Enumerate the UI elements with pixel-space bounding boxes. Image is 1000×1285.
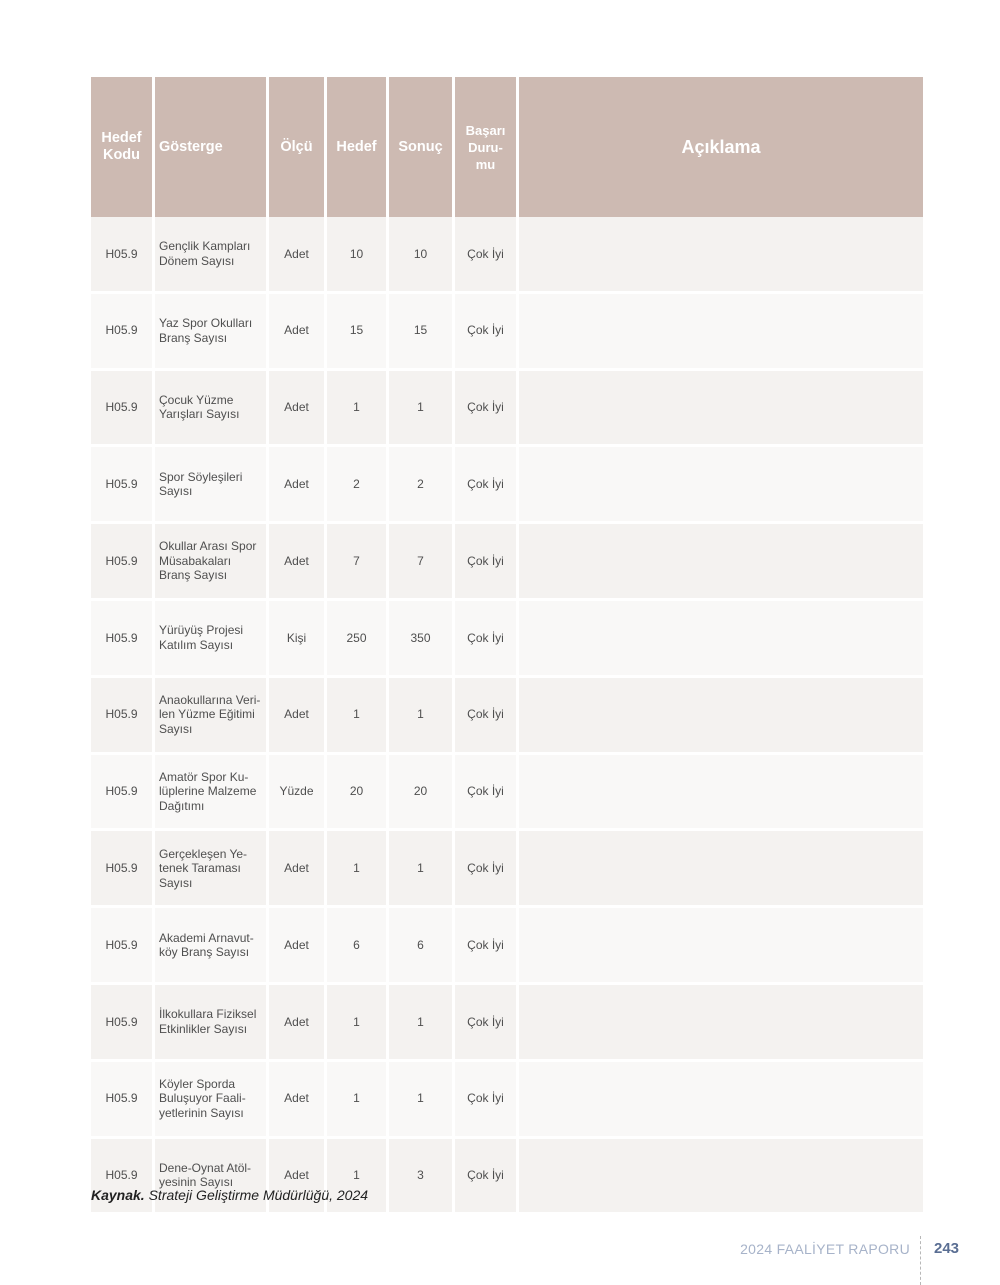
cell-sonuc: 1 (389, 678, 455, 755)
cell-aciklama (519, 524, 923, 601)
cell-basari-durumu: Çok İyi (455, 371, 519, 448)
header-hedef-kodu: Hedef Kodu (91, 77, 155, 217)
cell-sonuc: 10 (389, 217, 455, 294)
cell-hedef: 250 (327, 601, 389, 678)
table-header-row (91, 77, 923, 217)
cell-olcu: Adet (269, 985, 327, 1062)
cell-hedef: 7 (327, 524, 389, 601)
cell-aciklama (519, 217, 923, 294)
cell-aciklama (519, 447, 923, 524)
cell-hedef-kodu: H05.9 (91, 371, 155, 448)
footer-divider (920, 1236, 923, 1285)
cell-hedef-kodu: H05.9 (91, 755, 155, 832)
cell-basari-durumu: Çok İyi (455, 678, 519, 755)
cell-hedef-kodu: H05.9 (91, 985, 155, 1062)
cell-basari-durumu: Çok İyi (455, 447, 519, 524)
cell-olcu: Adet (269, 294, 327, 371)
cell-olcu: Yüzde (269, 755, 327, 832)
cell-gosterge: Anaokullarına Veri- len Yüzme Eğitimi Sayısı (155, 678, 269, 755)
cell-sonuc: 6 (389, 908, 455, 985)
cell-olcu: Adet (269, 217, 327, 294)
cell-hedef-kodu: H05.9 (91, 1139, 155, 1216)
table-body (91, 217, 923, 1215)
cell-aciklama (519, 371, 923, 448)
table-row (91, 985, 923, 1062)
cell-basari-durumu: Çok İyi (455, 524, 519, 601)
cell-aciklama (519, 831, 923, 908)
cell-hedef-kodu: H05.9 (91, 294, 155, 371)
header-hedef: Hedef (327, 77, 389, 217)
cell-hedef: 10 (327, 217, 389, 294)
cell-aciklama (519, 755, 923, 832)
header-sonuc: Sonuç (389, 77, 455, 217)
cell-olcu: Adet (269, 447, 327, 524)
footer-report-title: 2024 FAALİYET RAPORU (740, 1241, 910, 1257)
table-row (91, 601, 923, 678)
cell-hedef-kodu: H05.9 (91, 447, 155, 524)
cell-olcu: Adet (269, 678, 327, 755)
table-row (91, 1139, 923, 1216)
cell-aciklama (519, 1062, 923, 1139)
cell-hedef: 1 (327, 831, 389, 908)
cell-gosterge: Amatör Spor Ku- lüplerine Malzeme Dağıtımı (155, 755, 269, 832)
cell-aciklama (519, 985, 923, 1062)
cell-hedef: 1 (327, 1139, 389, 1216)
table-row (91, 524, 923, 601)
cell-sonuc: 1 (389, 1062, 455, 1139)
source-label: Kaynak. (91, 1187, 145, 1203)
cell-aciklama (519, 1139, 923, 1216)
cell-basari-durumu: Çok İyi (455, 755, 519, 832)
cell-gosterge: Okullar Arası Spor Müsabakaları Branş Sayısı (155, 524, 269, 601)
cell-gosterge: Gençlik Kampları Dönem Sayısı (155, 217, 269, 294)
cell-hedef-kodu: H05.9 (91, 217, 155, 294)
cell-sonuc: 1 (389, 985, 455, 1062)
cell-hedef-kodu: H05.9 (91, 1062, 155, 1139)
cell-basari-durumu: Çok İyi (455, 985, 519, 1062)
cell-hedef: 1 (327, 985, 389, 1062)
cell-gosterge: Yaz Spor Okulları Branş Sayısı (155, 294, 269, 371)
cell-aciklama (519, 908, 923, 985)
cell-gosterge: Yürüyüş Projesi Katılım Sayısı (155, 601, 269, 678)
cell-basari-durumu: Çok İyi (455, 831, 519, 908)
cell-sonuc: 15 (389, 294, 455, 371)
cell-sonuc: 350 (389, 601, 455, 678)
cell-gosterge: Köyler Sporda Buluşuyor Faali- yetlerinin Sayısı (155, 1062, 269, 1139)
cell-olcu: Adet (269, 524, 327, 601)
cell-hedef: 1 (327, 371, 389, 448)
cell-hedef-kodu: H05.9 (91, 601, 155, 678)
cell-basari-durumu: Çok İyi (455, 601, 519, 678)
cell-sonuc: 1 (389, 831, 455, 908)
cell-sonuc: 1 (389, 371, 455, 448)
cell-sonuc: 2 (389, 447, 455, 524)
cell-gosterge: Dene-Oynat Atöl- yesinin Sayısı (155, 1139, 269, 1216)
cell-basari-durumu: Çok İyi (455, 1062, 519, 1139)
table-row (91, 294, 923, 371)
header-aciklama: Açıklama (519, 77, 923, 217)
cell-basari-durumu: Çok İyi (455, 1139, 519, 1216)
table-row (91, 217, 923, 294)
cell-olcu: Adet (269, 908, 327, 985)
cell-olcu: Adet (269, 1062, 327, 1139)
cell-aciklama (519, 601, 923, 678)
cell-sonuc: 20 (389, 755, 455, 832)
cell-hedef: 1 (327, 678, 389, 755)
cell-gosterge: Spor Söyleşileri Sayısı (155, 447, 269, 524)
cell-hedef-kodu: H05.9 (91, 678, 155, 755)
cell-olcu: Kişi (269, 601, 327, 678)
table-row (91, 678, 923, 755)
source-text: Strateji Geliştirme Müdürlüğü, 2024 (148, 1187, 369, 1203)
cell-gosterge: Akademi Arnavut- köy Branş Sayısı (155, 908, 269, 985)
cell-basari-durumu: Çok İyi (455, 908, 519, 985)
cell-gosterge: Gerçekleşen Ye- tenek Taraması Sayısı (155, 831, 269, 908)
cell-aciklama (519, 294, 923, 371)
header-basari-durumu: Başarı Duru- mu (455, 77, 519, 217)
cell-hedef: 20 (327, 755, 389, 832)
cell-hedef: 15 (327, 294, 389, 371)
performance-table (91, 77, 923, 1215)
cell-sonuc: 7 (389, 524, 455, 601)
cell-hedef: 1 (327, 1062, 389, 1139)
cell-basari-durumu: Çok İyi (455, 294, 519, 371)
cell-olcu: Adet (269, 371, 327, 448)
table-row (91, 831, 923, 908)
table-row (91, 1062, 923, 1139)
cell-basari-durumu: Çok İyi (455, 217, 519, 294)
cell-aciklama (519, 678, 923, 755)
source-note (91, 1187, 368, 1203)
cell-hedef: 2 (327, 447, 389, 524)
cell-hedef-kodu: H05.9 (91, 908, 155, 985)
table-row (91, 908, 923, 985)
table-row (91, 371, 923, 448)
cell-gosterge: İlkokullara Fiziksel Etkinlikler Sayısı (155, 985, 269, 1062)
cell-hedef: 6 (327, 908, 389, 985)
cell-olcu: Adet (269, 831, 327, 908)
cell-olcu: Adet (269, 1139, 327, 1216)
cell-gosterge: Çocuk Yüzme Yarışları Sayısı (155, 371, 269, 448)
header-olcu: Ölçü (269, 77, 327, 217)
cell-hedef-kodu: H05.9 (91, 524, 155, 601)
cell-sonuc: 3 (389, 1139, 455, 1216)
table-row (91, 755, 923, 832)
cell-hedef-kodu: H05.9 (91, 831, 155, 908)
page-number: 243 (934, 1240, 960, 1257)
header-gosterge: Gösterge (155, 77, 269, 217)
table-row (91, 447, 923, 524)
